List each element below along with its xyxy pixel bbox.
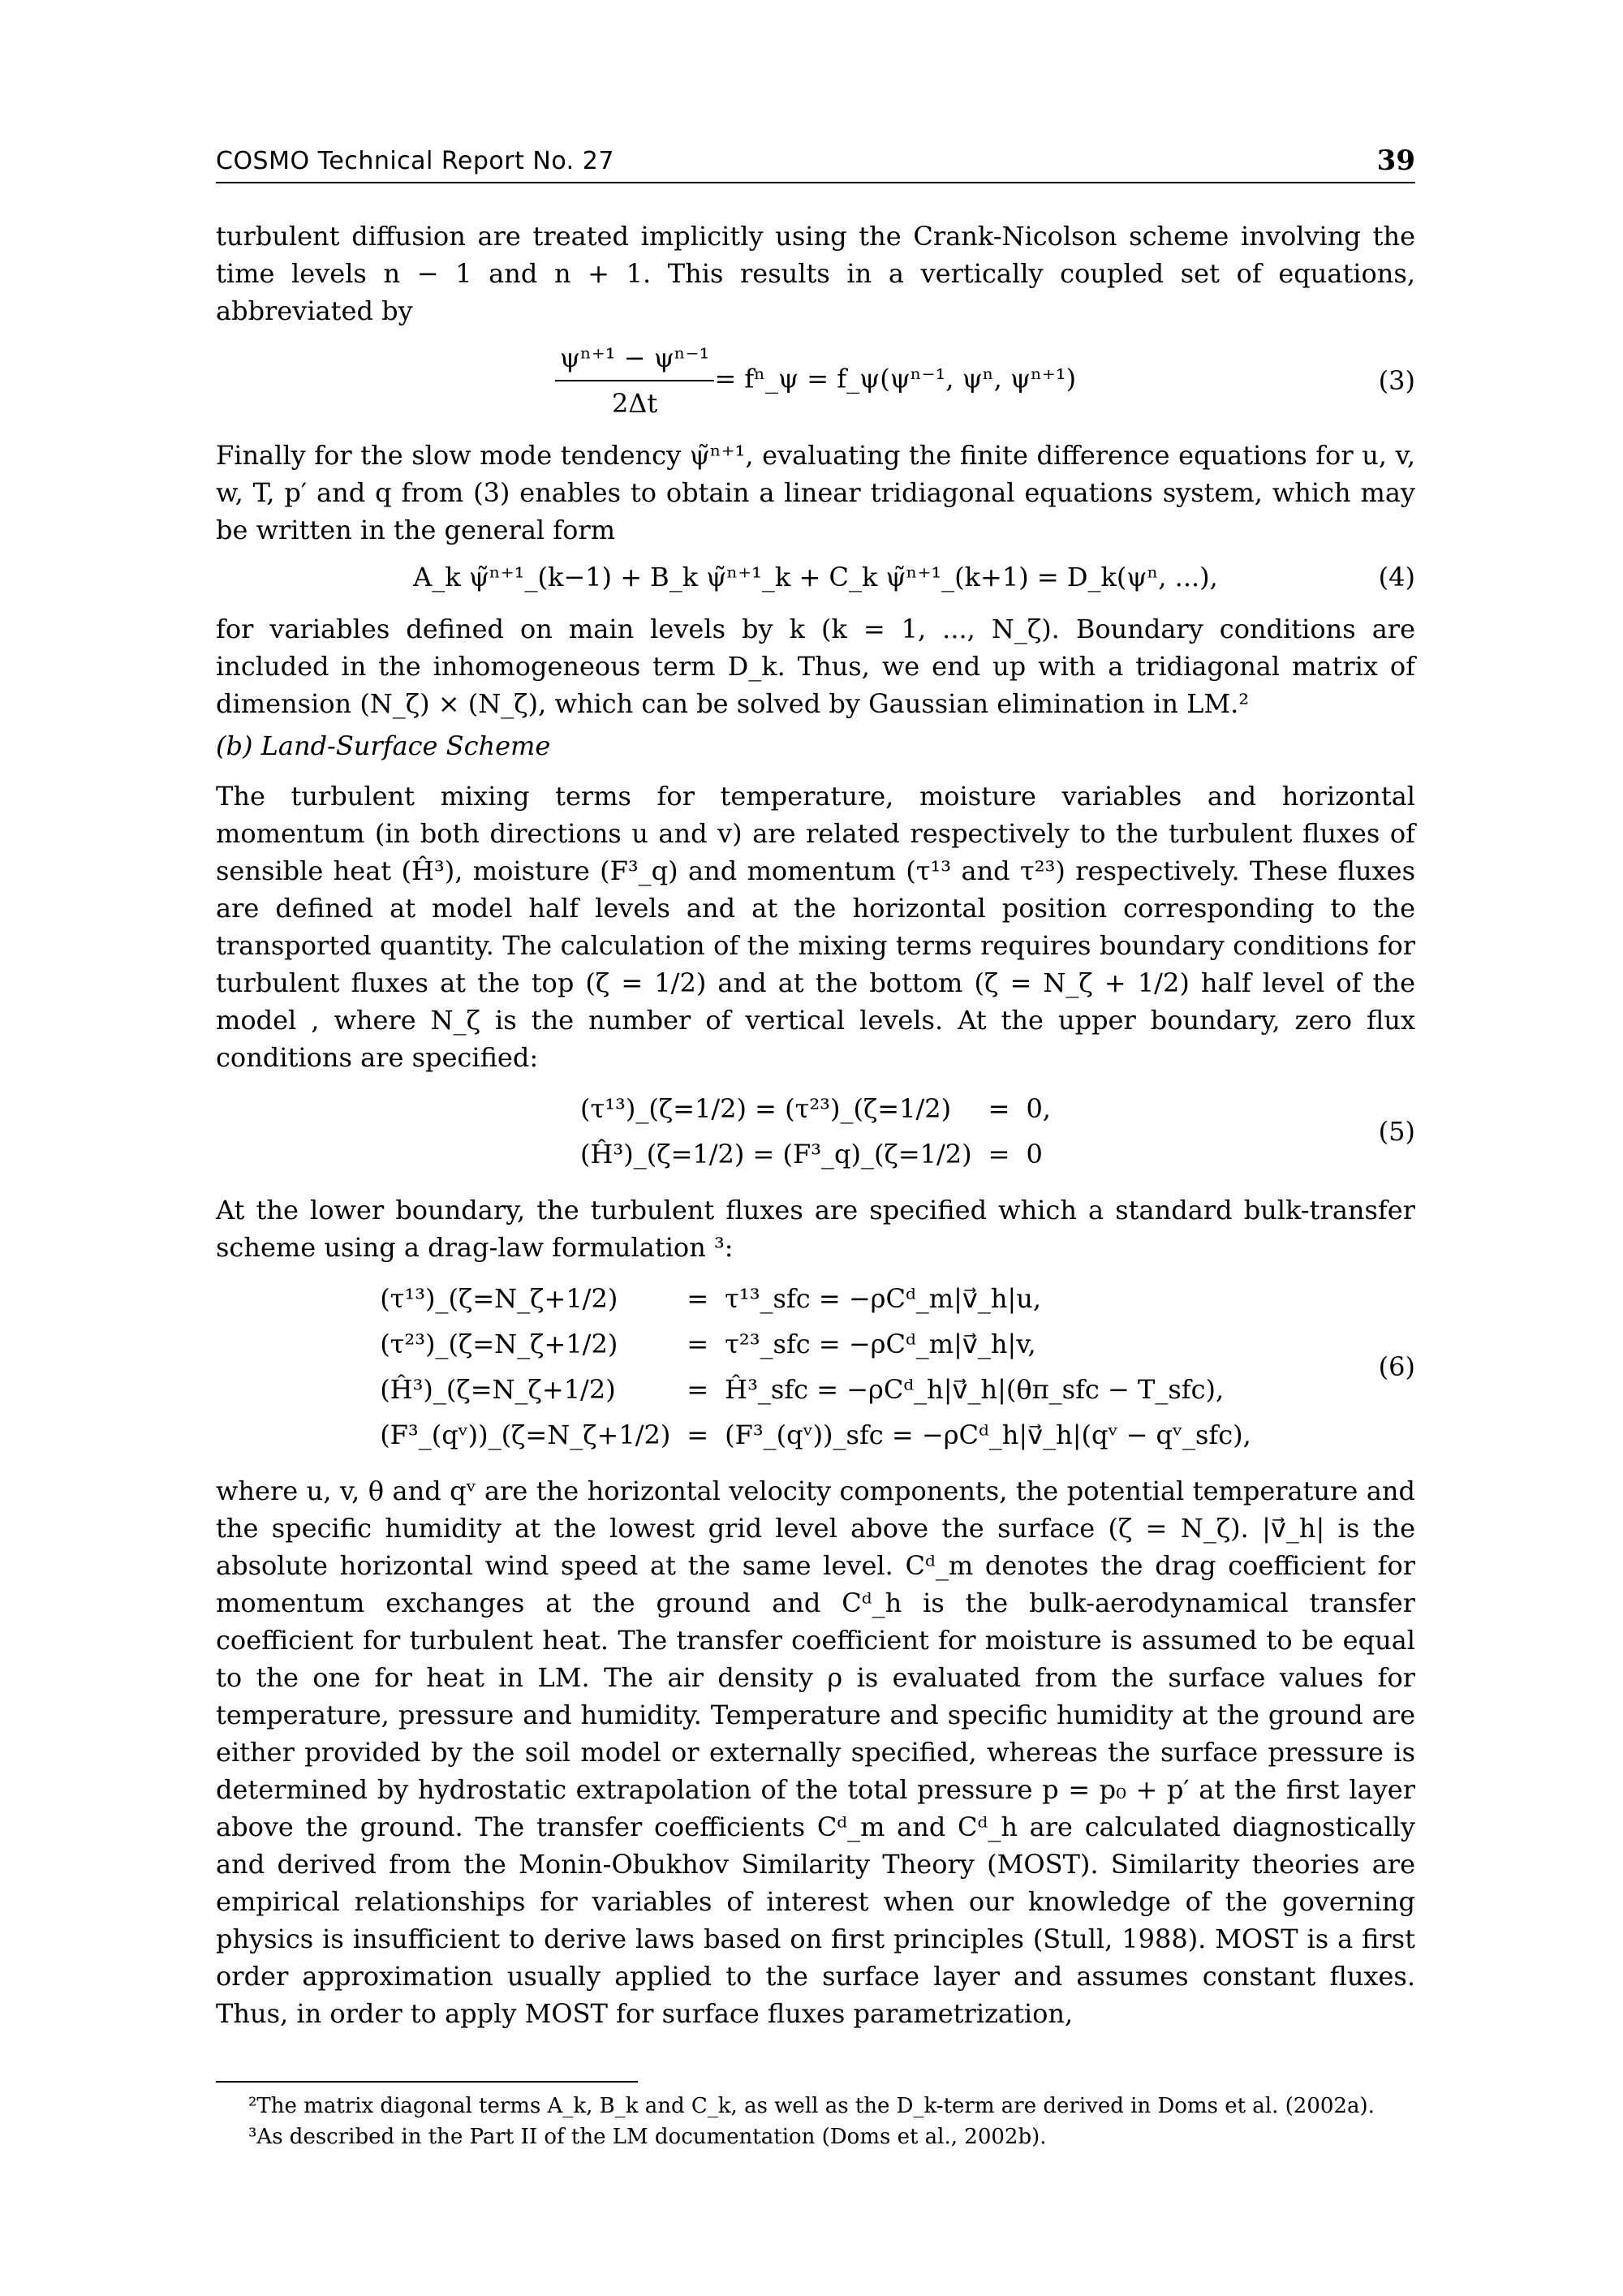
eq3-fraction: [555, 339, 714, 422]
eq6-line3-rhs: Ĥ³_sfc = −ρCᵈ_h|v⃗_h|(θπ_sfc − T_sfc),: [725, 1374, 1225, 1405]
main-text: [216, 218, 1415, 2032]
eq6-line2-eq: =: [687, 1329, 709, 1359]
equation-3: [216, 339, 1415, 422]
eq3-number: (3): [1378, 365, 1415, 396]
page-number: 39: [1376, 144, 1415, 177]
eq3-rhs: = fⁿ_ψ = f_ψ(ψⁿ⁻¹, ψⁿ, ψⁿ⁺¹): [714, 363, 1077, 394]
eq4-number: (4): [1378, 562, 1415, 592]
eq5-line2-rhs: 0: [1026, 1139, 1043, 1170]
eq5-line1-eq: =: [988, 1093, 1010, 1124]
eq5-line1-lhs: (τ¹³)_(ζ=1/2) = (τ²³)_(ζ=1/2): [580, 1093, 952, 1124]
paragraph-1: turbulent diffusion are treated implicitly using the Crank-Nicolson scheme involving the time levels n − 1 and n + 1. This results in a vertically coupled set of equations, abbreviated by: [216, 221, 1415, 326]
equation-5: [216, 1086, 1415, 1177]
eq6-line3-lhs: (Ĥ³)_(ζ=N_ζ+1/2): [380, 1374, 616, 1405]
eq6-line1-lhs: (τ¹³)_(ζ=N_ζ+1/2): [380, 1283, 618, 1314]
eq3-denominator: 2Δt: [611, 388, 658, 419]
footnote-3: ³As described in the Part II of the LM documentation (Doms et al., 2002b).: [248, 2125, 1047, 2149]
paragraph-3: for variables defined on main levels by k (k = 1, ..., N_ζ). Boundary conditions are included in the inhomogeneous term D_k. Thus, we end up with a tridiagonal matrix of dimension (N_ζ) × (N_ζ), which can be solved by Gaussian elimination in LM.²: [216, 614, 1415, 719]
paragraph-4: The turbulent mixing terms for temperature, moisture variables and horizontal momentum (in both directions u and v) are related respectively to the turbulent fluxes of sensible heat (Ĥ³), moisture (F³_q) and momentum (τ¹³ and τ²³) respectively. These fluxes are defined at model half levels and at the horizontal position corresponding to the transported quantity. The calculation of the mixing terms requires boundary conditions for turbulent fluxes at the top (ζ = 1/2) and at the bottom (ζ = N_ζ + 1/2) half level of the model , where N_ζ is the number of vertical levels. At the upper boundary, zero flux conditions are specified:: [216, 781, 1415, 1073]
running-header: [216, 143, 1415, 183]
eq5-number: (5): [1378, 1116, 1415, 1147]
footnote-2: ²The matrix diagonal terms A_k, B_k and C_k, as well as the D_k-term are derived in Doms et al. (2002a).: [248, 2094, 1375, 2118]
paragraph-2: Finally for the slow mode tendency ψ̃ⁿ⁺¹, evaluating the finite difference equations for u, v, w, T, p′ and q from (3) enables to obtain a linear tridiagonal equations system, which may be written in the general form: [216, 440, 1415, 545]
section-subheading: (b) Land-Surface Scheme: [216, 730, 551, 761]
eq6-line2-lhs: (τ²³)_(ζ=N_ζ+1/2): [380, 1329, 618, 1359]
eq6-line1-eq: =: [687, 1283, 709, 1314]
eq6-line2-rhs: τ²³_sfc = −ρCᵈ_m|v⃗_h|v,: [725, 1329, 1036, 1359]
paragraph-6: where u, v, θ and qᵛ are the horizontal velocity components, the potential temperature and the specific humidity at the lowest grid level above the surface (ζ = N_ζ). |v⃗_h| is the absolute horizontal wind speed at the same level. Cᵈ_m denotes the drag coefficient for momentum exchanges at the ground and Cᵈ_h is the bulk-aerodynamical transfer coefficient for turbulent heat. The transfer coefficient for moisture is assumed to be equal to the one for heat in LM. The air density ρ is evaluated from the surface values for temperature, pressure and humidity. Temperature and specific humidity at the ground are either provided by the soil model or externally specified, whereas the surface pressure is determined by hydrostatic extrapolation of the total pressure p = p₀ + p′ at the first layer above the ground. The transfer coefficients Cᵈ_m and Cᵈ_h are calculated diagnostically and derived from the Monin-Obukhov Similarity Theory (MOST). Similarity theories are empirical relationships for variables of interest when our knowledge of the governing physics is insufficient to derive laws based on first principles (Stull, 1988). MOST is a first order approximation usually applied to the surface layer and assumes constant fluxes. Thus, in order to apply MOST for surface fluxes parametrization,: [216, 1475, 1415, 2029]
eq6-table: [372, 1276, 1259, 1458]
eq5-line1-rhs: 0,: [1026, 1093, 1051, 1124]
eq3-numerator: ψⁿ⁺¹ − ψⁿ⁻¹: [555, 339, 714, 381]
equation-6: [216, 1276, 1415, 1458]
eq5-line2-lhs: (Ĥ³)_(ζ=1/2) = (F³_q)_(ζ=1/2): [580, 1139, 972, 1170]
eq5-line2-eq: =: [988, 1139, 1010, 1170]
eq6-line4-rhs: (F³_(qᵛ))_sfc = −ρCᵈ_h|v⃗_h|(qᵛ − qᵛ_sfc),: [725, 1419, 1251, 1450]
eq6-line1-rhs: τ¹³_sfc = −ρCᵈ_m|v⃗_h|u,: [725, 1283, 1041, 1314]
eq6-line4-eq: =: [687, 1419, 709, 1450]
footnotes: [216, 2081, 1415, 2152]
eq6-number: (6): [1378, 1351, 1415, 1382]
eq5-table: [572, 1086, 1059, 1177]
eq6-line4-lhs: (F³_(qᵛ))_(ζ=N_ζ+1/2): [380, 1419, 671, 1450]
equation-4: [216, 558, 1415, 596]
paragraph-5: At the lower boundary, the turbulent fluxes are specified which a standard bulk-transfer scheme using a drag-law formulation ³:: [216, 1195, 1415, 1263]
eq4-expression: A_k ψ̃ⁿ⁺¹_(k−1) + B_k ψ̃ⁿ⁺¹_k + C_k ψ̃ⁿ⁺¹_(k+1) = D_k(ψⁿ, ...),: [413, 562, 1218, 592]
report-title: COSMO Technical Report No. 27: [216, 147, 614, 175]
eq6-line3-eq: =: [687, 1374, 709, 1405]
footnote-rule: [216, 2081, 638, 2083]
